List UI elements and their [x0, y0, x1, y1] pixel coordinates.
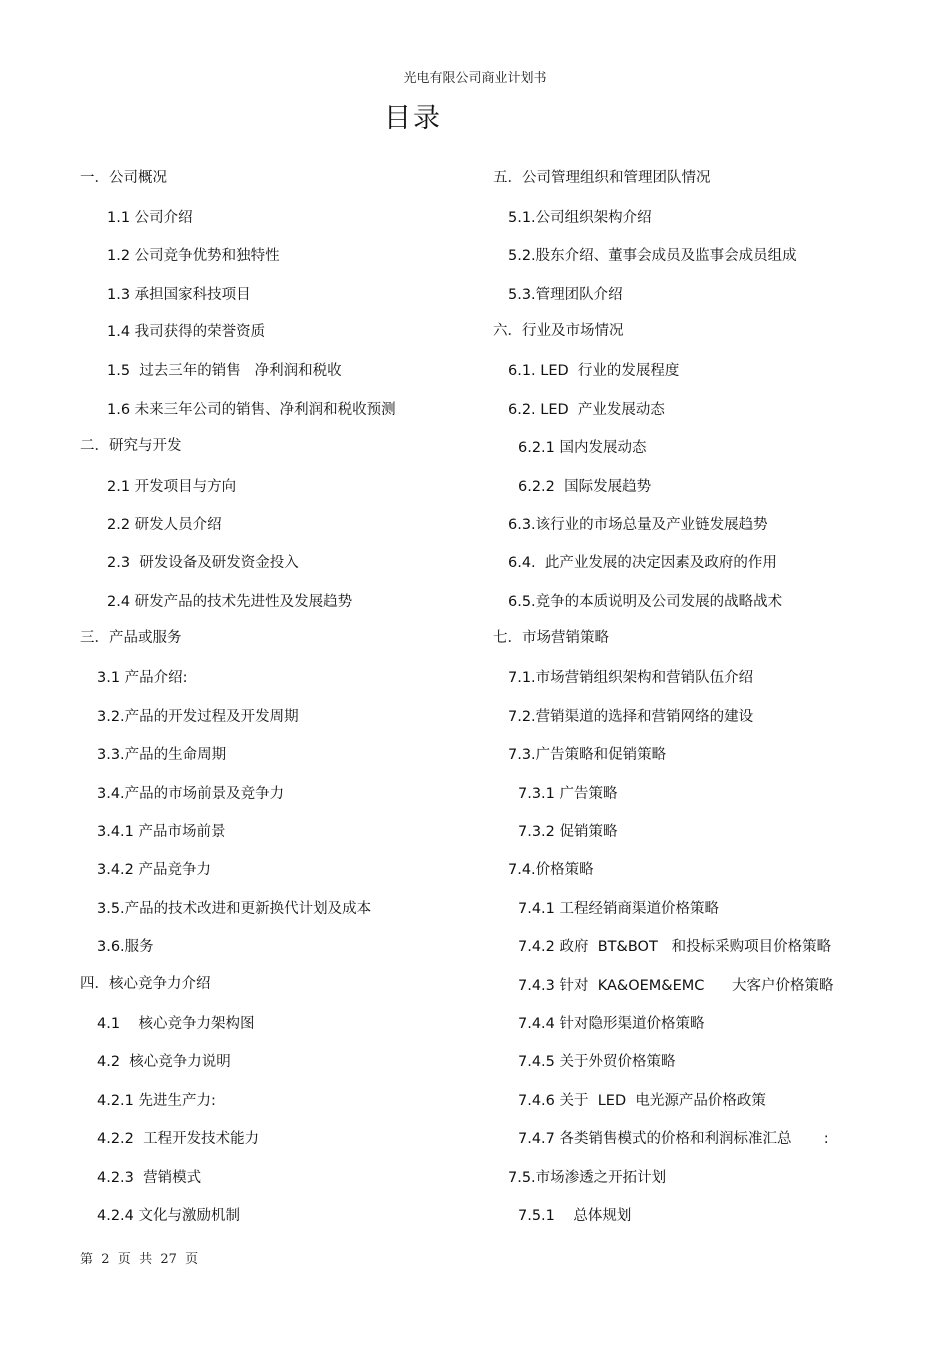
toc-title: 目录 [384, 103, 442, 134]
toc-section-1[interactable]: 一．公司概况 [80, 170, 167, 186]
toc-section-6[interactable]: 六．行业及市场情况 [493, 323, 624, 339]
toc-entry-7-2[interactable]: 7.2.营销渠道的选择和营销网络的建设 [508, 709, 754, 725]
toc-entry-1-4[interactable]: 1.4 我司获得的荣誉资质 [107, 324, 266, 340]
toc-entry-7-5[interactable]: 7.5.市场渗透之开拓计划 [508, 1170, 667, 1186]
page-number-footer: 第 2 页 共 27 页 [80, 1252, 199, 1267]
toc-entry-2-4[interactable]: 2.4 研发产品的技术先进性及发展趋势 [107, 594, 353, 610]
toc-entry-5-1[interactable]: 5.1.公司组织架构介绍 [508, 210, 652, 226]
toc-entry-1-6[interactable]: 1.6 未来三年公司的销售、净利润和税收预测 [107, 402, 396, 418]
toc-entry-7-1[interactable]: 7.1.市场营销组织架构和营销队伍介绍 [508, 670, 754, 686]
toc-entry-7-4-4[interactable]: 7.4.4 针对隐形渠道价格策略 [518, 1016, 705, 1032]
toc-entry-3-2[interactable]: 3.2.产品的开发过程及开发周期 [97, 709, 299, 725]
toc-section-3[interactable]: 三．产品或服务 [80, 630, 182, 646]
toc-entry-4-2[interactable]: 4.2 核心竞争力说明 [97, 1054, 231, 1070]
toc-entry-6-1[interactable]: 6.1. LED 行业的发展程度 [508, 363, 680, 379]
toc-entry-3-4-1[interactable]: 3.4.1 产品市场前景 [97, 824, 226, 840]
toc-entry-3-5[interactable]: 3.5.产品的技术改进和更新换代计划及成本 [97, 901, 372, 917]
toc-entry-7-4-3[interactable]: 7.4.3 针对 KA&OEM&EMC 大客户价格策略 [518, 978, 834, 994]
toc-section-7[interactable]: 七．市场营销策略 [493, 630, 609, 646]
toc-entry-1-5[interactable]: 1.5 过去三年的销售 净利润和税收 [107, 363, 342, 379]
toc-entry-1-3[interactable]: 1.3 承担国家科技项目 [107, 287, 251, 303]
toc-entry-7-4[interactable]: 7.4.价格策略 [508, 862, 594, 878]
toc-entry-7-4-2[interactable]: 7.4.2 政府 BT&BOT 和投标采购项目价格策略 [518, 939, 832, 955]
toc-entry-2-1[interactable]: 2.1 开发项目与方向 [107, 479, 237, 495]
toc-entry-2-2[interactable]: 2.2 研发人员介绍 [107, 517, 222, 533]
toc-entry-7-4-6[interactable]: 7.4.6 关于 LED 电光源产品价格政策 [518, 1093, 766, 1109]
toc-entry-4-2-2[interactable]: 4.2.2 工程开发技术能力 [97, 1131, 260, 1147]
toc-entry-3-4-2[interactable]: 3.4.2 产品竞争力 [97, 862, 212, 878]
toc-entry-3-4[interactable]: 3.4.产品的市场前景及竞争力 [97, 786, 285, 802]
toc-entry-7-3-1[interactable]: 7.3.1 广告策略 [518, 786, 618, 802]
toc-entry-6-4[interactable]: 6.4. 此产业发展的决定因素及政府的作用 [508, 555, 777, 571]
toc-entry-7-5-1[interactable]: 7.5.1 总体规划 [518, 1208, 632, 1224]
toc-entry-7-4-5[interactable]: 7.4.5 关于外贸价格策略 [518, 1054, 676, 1070]
toc-entry-1-1[interactable]: 1.1 公司介绍 [107, 210, 193, 226]
toc-entry-4-2-1[interactable]: 4.2.1 先进生产力: [97, 1093, 216, 1109]
toc-section-5[interactable]: 五．公司管理组织和管理团队情况 [493, 170, 711, 186]
toc-entry-1-2[interactable]: 1.2 公司竞争优势和独特性 [107, 248, 280, 264]
toc-entry-6-2[interactable]: 6.2. LED 产业发展动态 [508, 402, 665, 418]
toc-entry-5-3[interactable]: 5.3.管理团队介绍 [508, 287, 623, 303]
toc-section-4[interactable]: 四．核心竞争力介绍 [80, 976, 211, 992]
toc-entry-6-2-2[interactable]: 6.2.2 国际发展趋势 [518, 479, 652, 495]
toc-entry-4-2-4[interactable]: 4.2.4 文化与激励机制 [97, 1208, 241, 1224]
toc-entry-7-4-7[interactable]: 7.4.7 各类销售模式的价格和利润标准汇总 : [518, 1131, 829, 1147]
toc-entry-6-3[interactable]: 6.3.该行业的市场总量及产业链发展趋势 [508, 517, 768, 533]
toc-entry-7-3-2[interactable]: 7.3.2 促销策略 [518, 824, 618, 840]
toc-entry-4-2-3[interactable]: 4.2.3 营销模式 [97, 1170, 202, 1186]
toc-entry-6-5[interactable]: 6.5.竞争的本质说明及公司发展的战略战术 [508, 594, 783, 610]
toc-entry-3-6[interactable]: 3.6.服务 [97, 939, 154, 955]
toc-entry-2-3[interactable]: 2.3 研发设备及研发资金投入 [107, 555, 299, 571]
toc-entry-4-1[interactable]: 4.1 核心竞争力架构图 [97, 1016, 255, 1032]
toc-entry-3-1[interactable]: 3.1 产品介绍: [97, 670, 188, 686]
toc-section-2[interactable]: 二．研究与开发 [80, 438, 182, 454]
toc-entry-7-3[interactable]: 7.3.广告策略和促销策略 [508, 747, 667, 763]
toc-entry-3-3[interactable]: 3.3.产品的生命周期 [97, 747, 227, 763]
toc-entry-5-2[interactable]: 5.2.股东介绍、董事会成员及监事会成员组成 [508, 248, 797, 264]
toc-entry-7-4-1[interactable]: 7.4.1 工程经销商渠道价格策略 [518, 901, 720, 917]
document-header: 光电有限公司商业计划书 [403, 71, 547, 86]
toc-entry-6-2-1[interactable]: 6.2.1 国内发展动态 [518, 440, 647, 456]
